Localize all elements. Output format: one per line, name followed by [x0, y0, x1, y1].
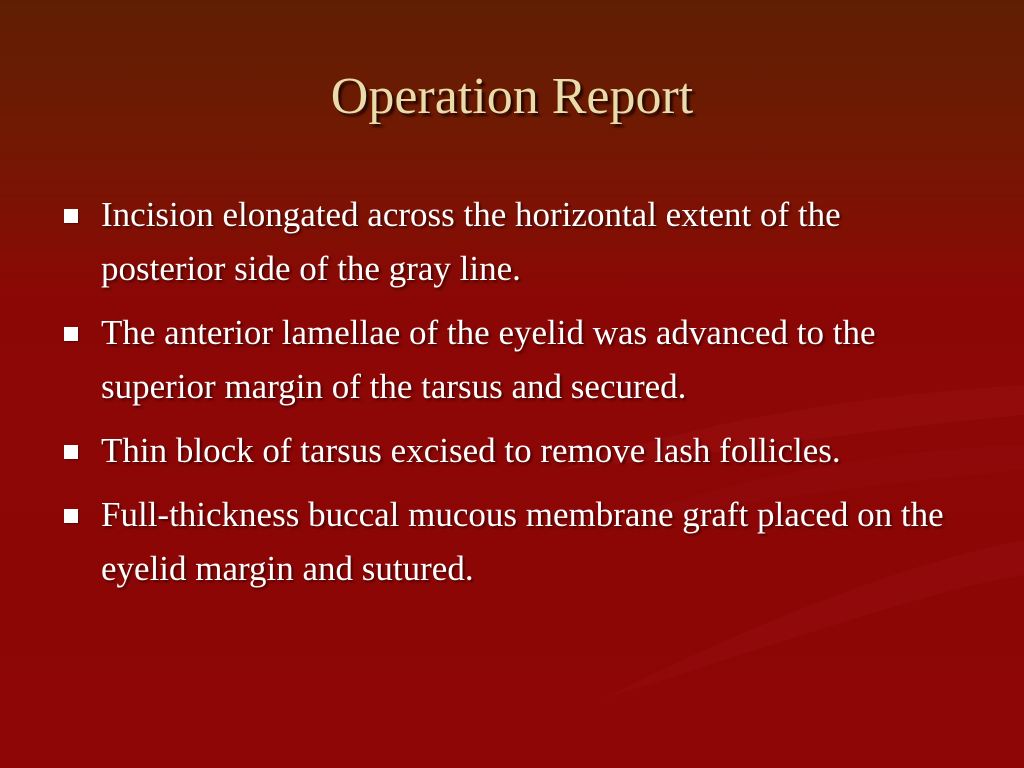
- slide-title: Operation Report: [330, 68, 694, 125]
- square-bullet-icon: [64, 509, 78, 523]
- square-bullet-icon: [64, 445, 78, 459]
- bullet-item: [64, 424, 964, 478]
- bullet-item: [64, 306, 964, 414]
- bullet-text: Incision elongated across the horizontal extent of the posterior side of the gray line.: [101, 195, 841, 288]
- bullet-item: [64, 188, 964, 296]
- bullet-text: Full-thickness buccal mucous membrane graft placed on the eyelid margin and sutured.: [101, 495, 944, 588]
- bullet-text: Thin block of tarsus excised to remove lash follicles.: [101, 431, 841, 470]
- bullet-list: [64, 188, 964, 606]
- square-bullet-icon: [64, 209, 78, 223]
- bullet-text: The anterior lamellae of the eyelid was advanced to the superior margin of the tarsus and secured.: [101, 313, 876, 406]
- bullet-item: [64, 488, 964, 596]
- square-bullet-icon: [64, 327, 78, 341]
